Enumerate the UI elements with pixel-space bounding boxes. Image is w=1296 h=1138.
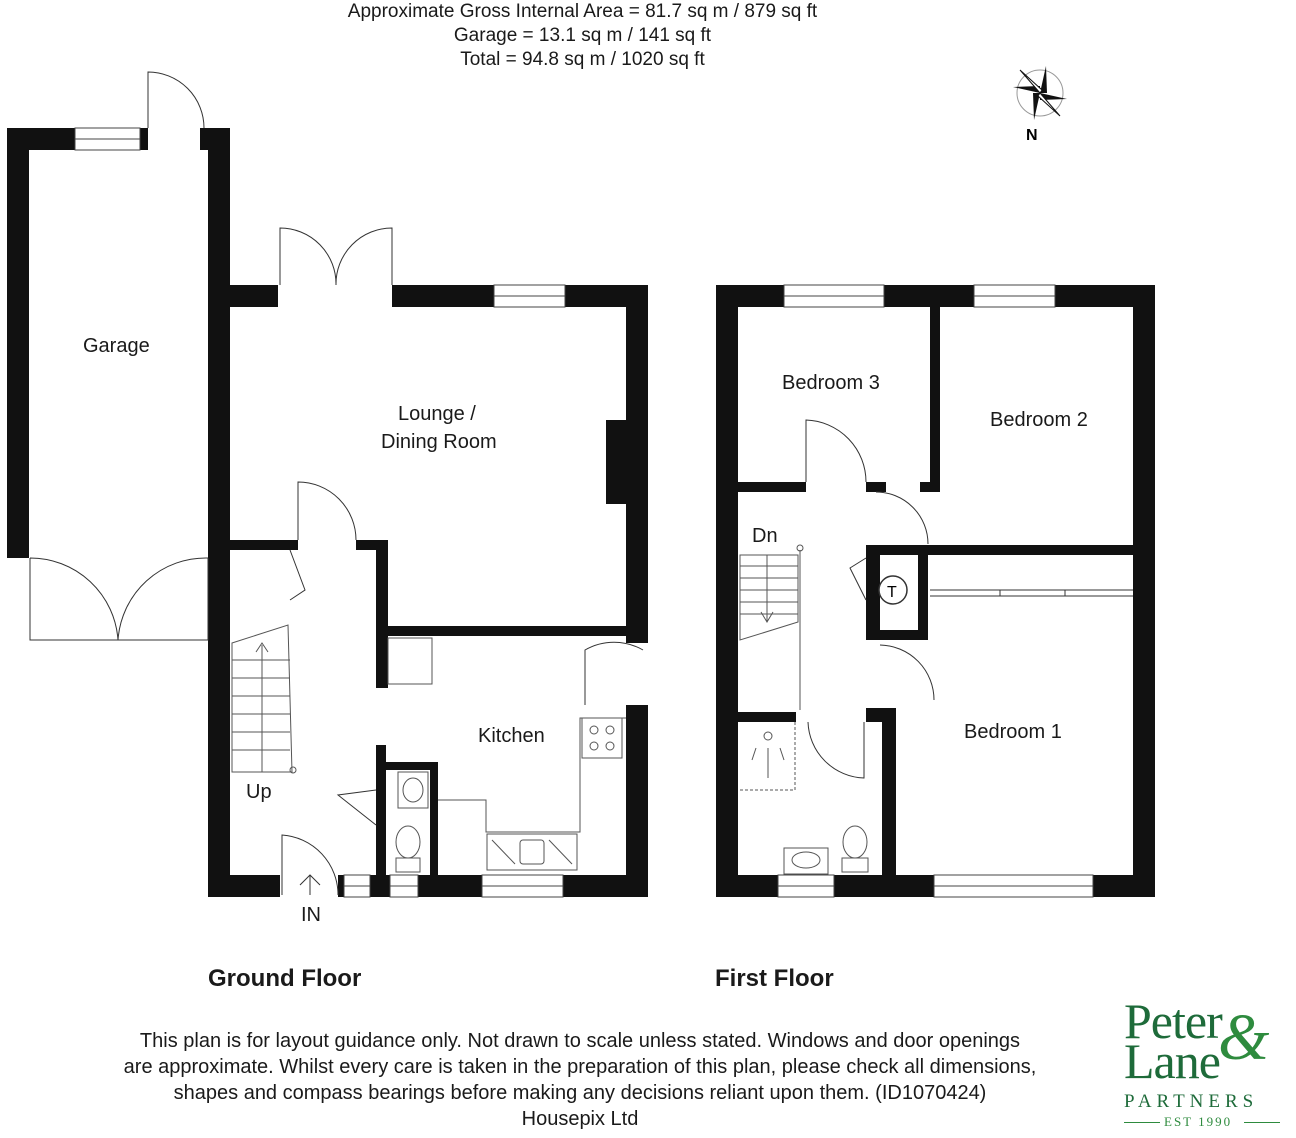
disclaimer-line-3: shapes and compass bearings before making any decisions reliant upon them. (ID1070424) xyxy=(173,1082,987,1104)
logo-rule-left xyxy=(1124,1122,1160,1123)
agency-logo xyxy=(1118,995,1288,1130)
compass-north-label: N xyxy=(1026,127,1038,144)
bathroom-fixtures xyxy=(740,722,868,874)
logo-rule-right xyxy=(1244,1122,1280,1123)
tank-label: T xyxy=(887,584,897,601)
ground-floor-windows xyxy=(75,128,565,897)
disclaimer-line-2: are approximate. Whilst every care is taken in the preparation of this plan, please check all dimensions, xyxy=(123,1056,1037,1078)
ground-floor-walls xyxy=(7,128,648,897)
ground-floor-staircase xyxy=(232,625,296,773)
disclaimer xyxy=(40,1028,1120,1132)
logo-tagline: EST 1990 xyxy=(1164,1114,1233,1129)
bedroom-1-label: Bedroom 1 xyxy=(964,721,1062,743)
bedroom-3-label: Bedroom 3 xyxy=(782,372,880,394)
logo-word-peter: Peter xyxy=(1124,993,1222,1049)
compass-rose-icon xyxy=(1013,66,1067,144)
area-summary-line-3: Total = 94.8 sq m / 1020 sq ft xyxy=(460,49,705,70)
ground-floor-title: Ground Floor xyxy=(208,965,362,992)
ground-wc-fixtures xyxy=(396,772,428,872)
logo-word-partners: PARTNERS xyxy=(1124,1091,1259,1112)
lounge-label-line-1: Lounge / xyxy=(398,403,476,425)
shower-icon xyxy=(764,732,772,740)
garage-label: Garage xyxy=(83,335,150,357)
area-summary-line-1: Approximate Gross Internal Area = 81.7 sq m / 879 sq ft xyxy=(347,1,818,22)
kitchen-fixtures xyxy=(388,638,626,870)
stairs-down-label: Dn xyxy=(752,525,778,547)
bedroom-2-label: Bedroom 2 xyxy=(990,409,1088,431)
area-summary-line-2: Garage = 13.1 sq m / 141 sq ft xyxy=(453,25,712,46)
tank-cupboard xyxy=(879,576,907,604)
first-floor-staircase xyxy=(740,545,803,710)
kitchen-label: Kitchen xyxy=(478,725,545,747)
lounge-label-line-2: Dining Room xyxy=(381,431,497,453)
hob-icon xyxy=(582,718,622,758)
disclaimer-line-1: This plan is for layout guidance only. Not drawn to scale unless stated. Windows and door openings xyxy=(139,1030,1021,1052)
sink-icon xyxy=(487,834,577,870)
entrance-label: IN xyxy=(301,904,321,926)
first-floor-title: First Floor xyxy=(715,965,834,992)
toilet-icon xyxy=(396,858,420,872)
stairs-up-label: Up xyxy=(246,781,272,803)
disclaimer-line-4: Housepix Ltd xyxy=(521,1108,639,1130)
bath-toilet-icon xyxy=(842,858,868,872)
logo-ampersand: & xyxy=(1218,1001,1270,1074)
ground-floor-doors xyxy=(30,72,643,895)
logo-word-lane: Lane xyxy=(1124,1033,1220,1089)
